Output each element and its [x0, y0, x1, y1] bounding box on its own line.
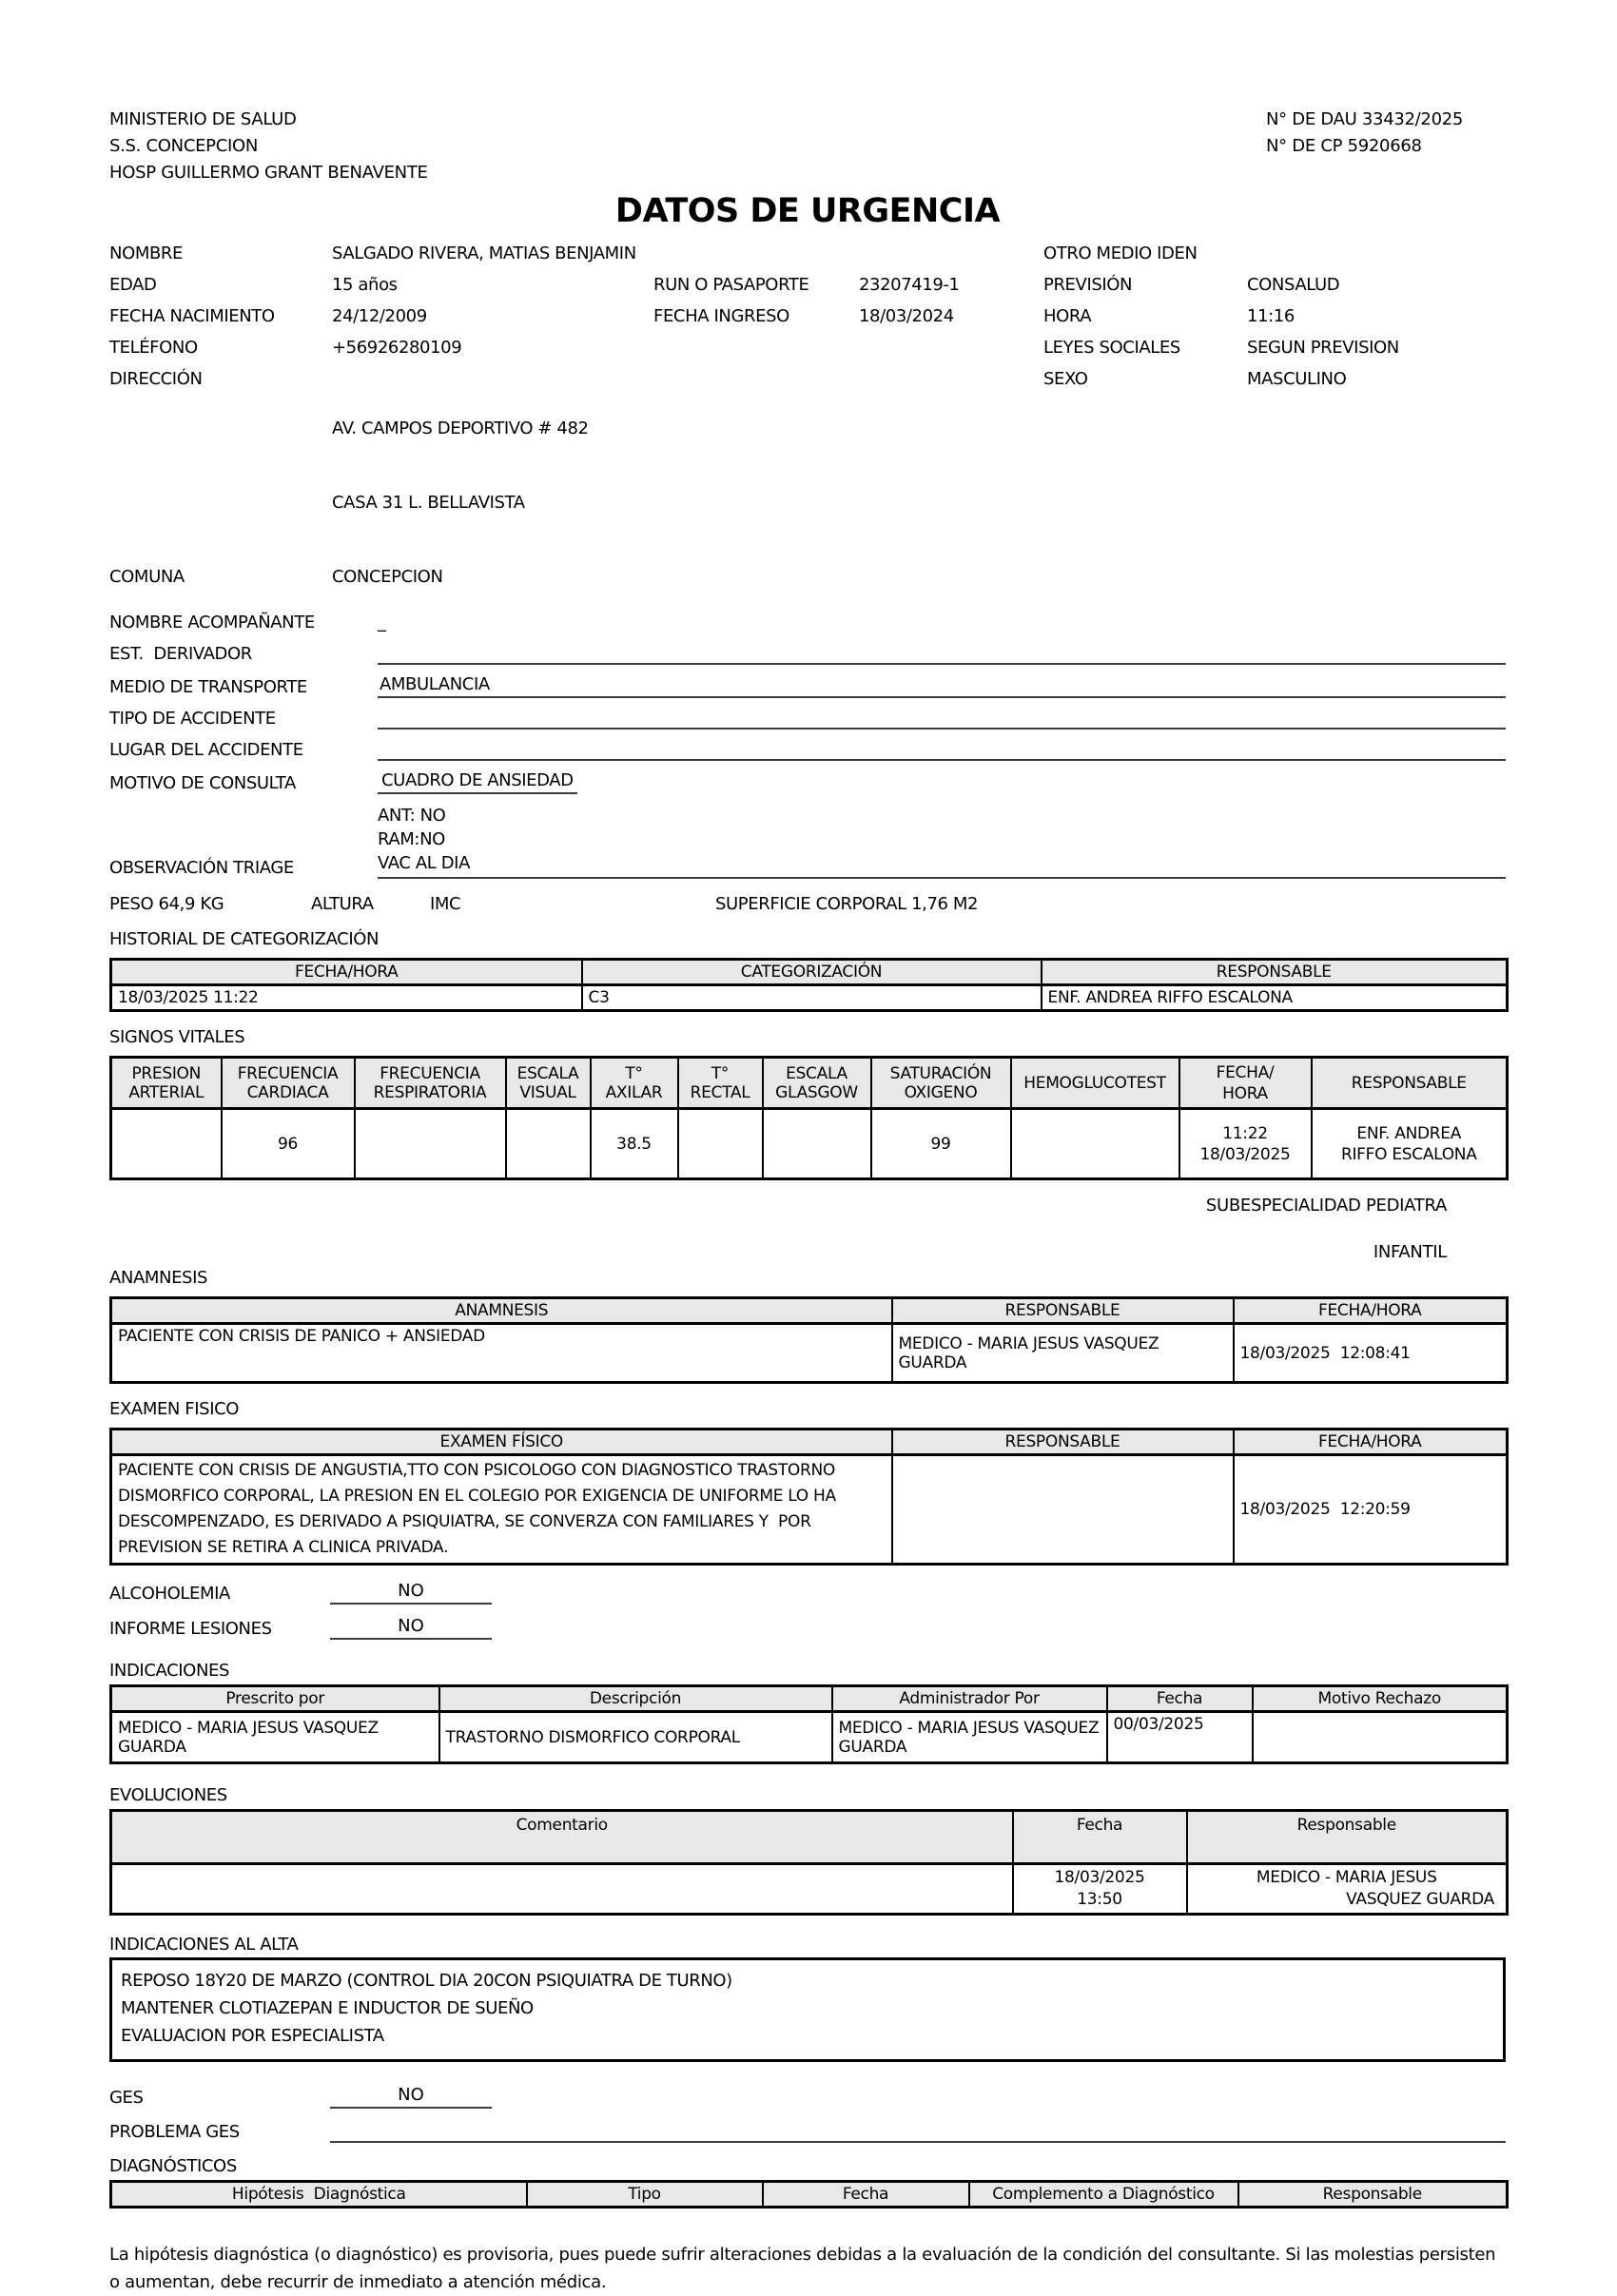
alta-line: REPOSO 18Y20 DE MARZO (CONTROL DIA 20CON PSIQUIATRA DE TURNO) — [121, 1971, 732, 1991]
patient-name: SALGADO RIVERA, MATIAS BENJAMIN — [332, 243, 636, 263]
table-row — [111, 1864, 1508, 1915]
field-label: OTRO MEDIO IDEN — [1043, 243, 1198, 263]
anamnesis-fecha: 18/03/2025 12:08:41 — [1234, 1324, 1508, 1383]
examen-responsable — [892, 1455, 1234, 1565]
patient-info — [109, 242, 1506, 596]
evoluciones-fecha: 18/03/2025 13:50 — [1013, 1864, 1187, 1915]
field-label: MEDIO DE TRANSPORTE — [109, 677, 307, 697]
diagnosticos-header-responsable: Responsable — [1238, 2182, 1508, 2208]
vitales-header-fc: FRECUENCIA CARDIACA — [222, 1058, 355, 1109]
field-label: OBSERVACIÓN TRIAGE — [109, 858, 294, 878]
vitales-hemoglucotest — [1011, 1109, 1179, 1179]
examen-fecha: 18/03/2025 12:20:59 — [1234, 1455, 1508, 1565]
vitales-header-escala-visual: ESCALA VISUAL — [506, 1058, 591, 1109]
triage-line: VAC AL DIA — [378, 851, 1506, 879]
examen-texto: PACIENTE CON CRISIS DE ANGUSTIA,TTO CON PSICOLOGO CON DIAGNOSTICO TRASTORNO DISMORFICO CORPORAL, LA PRESION EN EL COLEGIO POR EXIGENCIA DE UNIFORME LO HA DESCOMPENZADO, ES DERIVADO A PSIQUIATRA, SE CONVERZA CON FAMILIARES Y POR PREVISION SE RETIRA A CLINICA PRIVADA. — [111, 1455, 892, 1565]
form-row-acompanante — [109, 612, 1506, 633]
section-label-evoluciones: EVOLUCIONES — [109, 1785, 227, 1805]
indicaciones-descripcion: TRASTORNO DISMORFICO CORPORAL — [439, 1712, 832, 1763]
patient-age: 15 años — [332, 275, 398, 295]
field-label: COMUNA — [109, 567, 185, 587]
form-row-motivo — [109, 770, 1506, 794]
field-label: LEYES SOCIALES — [1043, 338, 1180, 358]
section-label-historial: HISTORIAL DE CATEGORIZACIÓN — [109, 929, 380, 949]
vitales-glasgow — [763, 1109, 871, 1179]
form-row-tipo-accidente — [109, 708, 1506, 730]
height-label: ALTURA — [311, 894, 374, 914]
indicaciones-motivo-rechazo — [1253, 1712, 1508, 1763]
indicaciones-header-fecha: Fecha — [1107, 1686, 1253, 1712]
form-row-triage — [109, 804, 1506, 879]
evoluciones-header-comentario: Comentario — [111, 1811, 1013, 1864]
field-label: MOTIVO DE CONSULTA — [109, 773, 296, 793]
vitales-presion — [111, 1109, 222, 1179]
patient-row — [109, 273, 1506, 304]
weight-value: PESO 64,9 KG — [109, 894, 224, 914]
indicaciones-table — [109, 1684, 1509, 1764]
subespecialidad-note: SUBESPECIALIDAD PEDIATRA — [1205, 1196, 1447, 1216]
motivo-value: CUADRO DE ANSIEDAD — [378, 770, 577, 794]
patient-row — [109, 242, 1506, 273]
field-label: DIRECCIÓN — [109, 369, 203, 389]
derivador-value — [378, 662, 1506, 665]
alta-line: EVALUACION POR ESPECIALISTA — [121, 2026, 384, 2046]
examen-header-fecha: FECHA/HORA — [1234, 1430, 1508, 1455]
section-label-anamnesis: ANAMNESIS — [109, 1268, 208, 1288]
informe-lesiones-row — [109, 1616, 1506, 1640]
cp-number: N° DE CP 5920668 — [1266, 136, 1422, 156]
field-label: RUN O PASAPORTE — [653, 275, 809, 295]
social-laws: SEGUN PREVISION — [1247, 338, 1399, 358]
vitales-saturacion: 99 — [871, 1109, 1011, 1179]
institution-line: S.S. CONCEPCION — [109, 136, 259, 156]
vitales-header-fr: FRECUENCIA RESPIRATORIA — [355, 1058, 506, 1109]
vitales-fecha-hora: 11:22 18/03/2025 — [1179, 1109, 1312, 1179]
evoluciones-header-fecha: Fecha — [1013, 1811, 1187, 1864]
anamnesis-table — [109, 1296, 1509, 1384]
indicaciones-header-prescrito: Prescrito por — [111, 1686, 439, 1712]
field-label: EST. DERIVADOR — [109, 644, 252, 664]
diagnosticos-header-hipotesis: Hipótesis Diagnóstica — [111, 2182, 527, 2208]
institution-block — [109, 107, 428, 186]
form-row-transporte — [109, 674, 1506, 698]
patient-row — [109, 304, 1506, 336]
table-row — [111, 1712, 1508, 1763]
field-label: INFORME LESIONES — [109, 1619, 272, 1639]
informe-lesiones-value: NO — [330, 1616, 492, 1640]
table-row — [111, 1109, 1508, 1179]
section-label-indicaciones: INDICACIONES — [109, 1661, 230, 1681]
subespecialidad-note-2: INFANTIL — [1373, 1242, 1447, 1262]
dau-number: N° DE DAU 33432/2025 — [1266, 109, 1464, 129]
section-label-vitales: SIGNOS VITALES — [109, 1027, 245, 1047]
field-label: FECHA INGRESO — [653, 306, 789, 326]
evoluciones-table — [109, 1809, 1509, 1916]
anamnesis-header-fecha: FECHA/HORA — [1234, 1298, 1508, 1324]
patient-sex: MASCULINO — [1247, 369, 1347, 389]
anamnesis-header-texto: ANAMNESIS — [111, 1298, 892, 1324]
ges-row — [109, 2085, 1506, 2109]
document-numbers — [1266, 107, 1506, 160]
historial-responsable: ENF. ANDREA RIFFO ESCALONA — [1042, 985, 1508, 1011]
table-row — [111, 1455, 1508, 1565]
indicaciones-header-administrador: Administrador Por — [832, 1686, 1107, 1712]
field-label: PROBLEMA GES — [109, 2122, 240, 2142]
field-label: NOMBRE ACOMPAÑANTE — [109, 613, 315, 632]
evoluciones-comentario — [111, 1864, 1013, 1915]
triage-observations — [378, 804, 1506, 879]
address-line: AV. CAMPOS DEPORTIVO # 482 — [332, 418, 589, 438]
address-line: CASA 31 L. BELLAVISTA — [332, 493, 525, 513]
vitales-table — [109, 1056, 1509, 1180]
body-surface-value: SUPERFICIE CORPORAL 1,76 M2 — [715, 894, 979, 914]
tipo-accidente-value — [378, 727, 1506, 730]
vitales-header-t-rectal: T° RECTAL — [678, 1058, 763, 1109]
diagnosticos-table — [109, 2180, 1509, 2208]
field-label: PREVISIÓN — [1043, 275, 1133, 295]
alta-line: MANTENER CLOTIAZEPAN E INDUCTOR DE SUEÑO — [121, 1998, 534, 2018]
historial-fecha: 18/03/2025 11:22 — [111, 985, 582, 1011]
field-label: FECHA NACIMIENTO — [109, 306, 275, 326]
bmi-label: IMC — [430, 894, 461, 914]
anamnesis-header-responsable: RESPONSABLE — [892, 1298, 1234, 1324]
field-label: TELÉFONO — [109, 338, 198, 358]
lugar-accidente-value — [378, 758, 1506, 761]
admission-time: 11:16 — [1247, 306, 1295, 326]
historial-header-categorizacion: CATEGORIZACIÓN — [582, 960, 1042, 985]
examen-header-responsable: RESPONSABLE — [892, 1430, 1234, 1455]
transporte-value: AMBULANCIA — [378, 674, 1506, 698]
diagnosticos-header-tipo: Tipo — [527, 2182, 763, 2208]
indicaciones-header-descripcion: Descripción — [439, 1686, 832, 1712]
section-label-diagnosticos: DIAGNÓSTICOS — [109, 2156, 237, 2176]
anthropometry-row — [109, 894, 1506, 914]
alcoholemia-value: NO — [330, 1581, 492, 1605]
vitales-header-fecha-hora: FECHA/ HORA — [1179, 1058, 1312, 1109]
diagnosticos-header-fecha: Fecha — [763, 2182, 969, 2208]
vitales-fc: 96 — [222, 1109, 355, 1179]
vitales-escala-visual — [506, 1109, 591, 1179]
alta-box — [109, 1957, 1506, 2062]
vitales-header-responsable: RESPONSABLE — [1312, 1058, 1508, 1109]
form-fields — [109, 612, 1506, 879]
section-label-alta: INDICACIONES AL ALTA — [109, 1935, 299, 1955]
patient-phone: +56926280109 — [332, 338, 462, 358]
vitales-header-saturacion: SATURACIÓN OXIGENO — [871, 1058, 1011, 1109]
indicaciones-fecha: 00/03/2025 — [1107, 1712, 1253, 1763]
patient-address — [332, 367, 1043, 565]
alcoholemia-row — [109, 1581, 1506, 1605]
field-label: LUGAR DEL ACCIDENTE — [109, 740, 303, 760]
institution-line: HOSP GUILLERMO GRANT BENAVENTE — [109, 163, 428, 183]
indicaciones-header-motivo: Motivo Rechazo — [1253, 1686, 1508, 1712]
examen-header-texto: EXAMEN FÍSICO — [111, 1430, 892, 1455]
form-row-lugar-accidente — [109, 739, 1506, 761]
patient-row — [109, 367, 1506, 565]
patient-prevision: CONSALUD — [1247, 275, 1340, 295]
field-label: EDAD — [109, 275, 157, 295]
table-row — [111, 1324, 1508, 1383]
page-title: DATOS DE URGENCIA — [614, 192, 1001, 230]
vitales-header-glasgow: ESCALA GLASGOW — [763, 1058, 871, 1109]
patient-row — [109, 565, 1506, 596]
patient-birthdate: 24/12/2009 — [332, 306, 427, 326]
patient-comuna: CONCEPCION — [332, 567, 443, 587]
table-row — [111, 985, 1508, 1011]
evoluciones-responsable: MEDICO - MARIA JESUS VASQUEZ GUARDA — [1187, 1864, 1508, 1915]
indicaciones-administrador: MEDICO - MARIA JESUS VASQUEZ GUARDA — [832, 1712, 1107, 1763]
diagnosticos-header-complemento: Complemento a Diagnóstico — [969, 2182, 1238, 2208]
anamnesis-responsable: MEDICO - MARIA JESUS VASQUEZ GUARDA — [892, 1324, 1234, 1383]
vitales-header-presion: PRESION ARTERIAL — [111, 1058, 222, 1109]
patient-run: 23207419-1 — [859, 275, 960, 295]
field-label: TIPO DE ACCIDENTE — [109, 709, 276, 729]
historial-table — [109, 958, 1509, 1012]
vitales-header-t-axilar: T° AXILAR — [591, 1058, 678, 1109]
field-label: SEXO — [1043, 369, 1088, 389]
problema-ges-row — [109, 2120, 1506, 2143]
field-label: GES — [109, 2088, 144, 2108]
patient-row — [109, 336, 1506, 367]
problema-ges-value — [330, 2140, 1506, 2143]
triage-line: RAM:NO — [378, 829, 445, 849]
document-header — [109, 107, 1506, 186]
indicaciones-prescrito: MEDICO - MARIA JESUS VASQUEZ GUARDA — [111, 1712, 439, 1763]
historial-categorizacion: C3 — [582, 985, 1042, 1011]
field-label: ALCOHOLEMIA — [109, 1584, 230, 1604]
field-label: HORA — [1043, 306, 1092, 326]
disclaimer-note: La hipótesis diagnóstica (o diagnóstico) es provisoria, pues puede sufrir alteraciones debidas a la evaluación de la condición del consultante. Si las molestias persisten o aumentan, debe recurrir de inmediato a atención médica. — [109, 2245, 1496, 2292]
ges-value: NO — [330, 2085, 492, 2109]
historial-header-fecha: FECHA/HORA — [111, 960, 582, 985]
vitales-fr — [355, 1109, 506, 1179]
admission-date: 18/03/2024 — [859, 306, 954, 326]
form-row-derivador — [109, 643, 1506, 665]
section-label-examen: EXAMEN FISICO — [109, 1399, 240, 1419]
triage-line: ANT: NO — [378, 806, 446, 826]
historial-header-responsable: RESPONSABLE — [1042, 960, 1508, 985]
acompanante-value: _ — [378, 613, 386, 632]
vitales-t-axilar: 38.5 — [591, 1109, 678, 1179]
vitales-t-rectal — [678, 1109, 763, 1179]
institution-line: MINISTERIO DE SALUD — [109, 109, 297, 129]
anamnesis-texto: PACIENTE CON CRISIS DE PANICO + ANSIEDAD — [111, 1324, 892, 1383]
field-label: NOMBRE — [109, 243, 183, 263]
examen-table — [109, 1428, 1509, 1566]
vitales-responsable: ENF. ANDREA RIFFO ESCALONA — [1312, 1109, 1508, 1179]
evoluciones-header-responsable: Responsable — [1187, 1811, 1508, 1864]
vitales-header-hemoglucotest: HEMOGLUCOTEST — [1011, 1058, 1179, 1109]
